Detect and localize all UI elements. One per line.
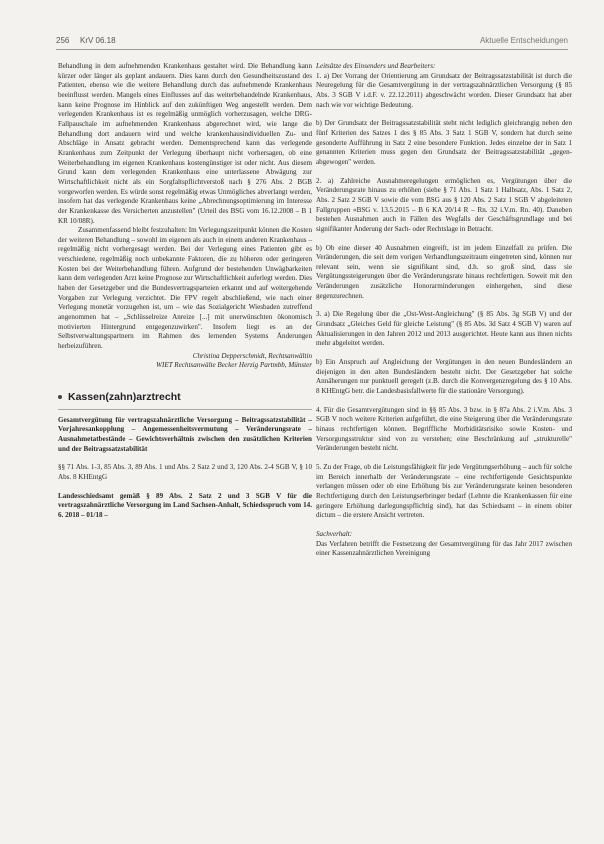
principle-item: b) Ein Anspruch auf Angleichung der Vergütungen in den neuen Bundesländern an diejenigen in den alten Bundesländern besteht nicht. Der Gesetzgeber hat solche Annäherungen nur punktuell geregelt (z.B. durch die Konvergenzregelung des § 10 Abs. 8 KHEntgG betr. die Landesbasisfallwerte für die stationäre Versorgung).	[316, 358, 572, 396]
section-heading	[58, 393, 312, 403]
section-rule	[58, 409, 312, 410]
body-paragraph: Behandlung in dem aufnehmenden Krankenhaus gestaltet wird. Die Behandlung kann kürzer oder länger als geplant andauern. Dies kann durch den Gesundheitszustand des Patienten, ebenso wie die weitere Behandlung durch das aufnehmende Krankenhaus beeinflusst werden. Mangels eines Einflusses auf das weiterbehandelnde Krankenhaus, kann keine Prognose im Hinblick auf den zukünftigen Weg angestellt werden. Dem verlegenden Krankenhaus ist es regelmäßig unmöglich vorherzusagen, welche DRG-Fallpauschale im aufnehmenden Krankenhaus abgerechnet wird, wie lange die Behandlung dort andauern wird und welche krankenhausindividuellen Zu- und Abschläge in Ansatz gebracht werden. Dementsprechend kann das verlegende Krankenhaus zum Zeitpunkt der Verlegung überhaupt nicht vorhersagen, ob eine Weiterbehandlung im eigenen Krankenhaus kostengünstiger ist oder nicht. Aus diesem Grund kann dem verlegenden Krankenhaus eine unterlassene Abwägung zur Wirtschaftlichkeit nicht als ein Sorgfaltspflichtverstoß nach § 276 Abs. 2 BGB vorgeworfen werden. Es würde sonst regelmäßig etwas Unmögliches abverlangt werden, insofern hat das verlegende Krankenhaus keine „Abrechnungsoptimierung im Interesse der Krankenkasse des Versicherten anzustellen" (Urteil des BSG vom 16.12.2008 – B 1 KR 10/08R).	[58, 62, 312, 225]
right-column	[316, 62, 572, 559]
header-rule	[56, 49, 568, 50]
facts-heading: Sachverhalt:	[316, 529, 353, 538]
firm-signature: WIET Rechtsanwälte Becker Herzig Partmbb, Münster	[156, 361, 312, 370]
author-signature: Christina Depperschmidt, Rechtsanwältin	[192, 351, 312, 360]
principle-item: 1. a) Der Vorrang der Orientierung am Grundsatz der Beitragssatzstabilität ist durch die Neuregelung für die Gesamtvergütung in der vertragszahnärztlichen Versorgung (§ 85 Abs. 3 SGB V i.d.F. v. 22.12.2011) abgeschwächt worden. Dieser Grundsatz hat aber nach wie vor wichtige Bedeutung.	[316, 71, 572, 109]
section-label: Aktuelle Entscheidungen	[479, 36, 568, 45]
case-decision: Landesschiedsamt gemäß § 89 Abs. 2 Satz 2 und 3 SGB V für die vertragszahnärztliche Versorgung im Land Sachsen-Anhalt, Schiedsspruch vom 14. 6. 2018 – 01/18 –	[58, 491, 312, 519]
principle-item: 3. a) Die Regelung über die „Ost-West-Angleichung" (§ 85 Abs. 3g SGB V) und der Grundsatz „Gleiches Geld für gleiche Leistung" (§ 85 Abs. 3d Satz 4 SGB V) waren auf Aktualisierungen in den Jahren 2012 und 2013 ausgerichtet. Heute kann aus ihnen nichts mehr abgeleitet werden.	[316, 310, 572, 348]
section-title: Kassen(zahn)arztrecht	[68, 391, 181, 403]
facts-paragraph: Das Verfahren betrifft die Festsetzung der Gesamtvergütung für das Jahr 2017 zwischen einer Kassenzahnärztlichen Vereinigung	[316, 539, 572, 558]
page-number: 256	[56, 36, 70, 45]
case-norms: §§ 71 Abs. 1-3, 85 Abs. 3, 89 Abs. 1 und Abs. 2 Satz 2 und 3, 120 Abs. 2-4 SGB V, § 10 Abs. 8 KHEntgG	[58, 463, 312, 481]
body-paragraph: Zusammenfassend bleibt festzuhalten: Im Verlegungszeitpunkt können die Kosten der weiteren Behandlung – sowohl im eigenen als auch in einem anderen Krankenhaus – regelmäßig nicht vorhergesagt werden. Bei der Verlegung eines Patienten gibt es verschiedene, regelmäßig noch unbekannte Faktoren, die zu höheren oder geringeren Kosten bei der Weiterbehandlung führen. Aufgrund der bestehenden Unwägbarkeiten kann dem verlegenden Arzt keine Prognose zur Wirtschaftlichkeit auferlegt werden. Dies haben der Gesetzgeber und die Bundesvertragsparteien erkannt und auf weitergehende Vorgaben zur Verlegung verzichtet. Die FPV regelt abschließend, wie nach einer Verlegung monetär vorzugehen ist, um – wie das Sozialgericht Wiesbaden zutreffend angenommen hat – „Schlüsselreize Anreize [...] mit unerwünschten ökonomisch motivierten Hintergrund entgegenzuwirken". Insofern liegt es an der Selbstverwaltungspartnern im Rahmen des lernenden Systems Änderungen herbeizuführen.	[58, 226, 312, 351]
journal-name: KrV 06.18	[80, 36, 116, 45]
case-keywords: Gesamtvergütung für vertragszahnärztliche Versorgung – Beitragssatzstabilität – Vorjahresankopplung – Angemessenheitsvermutung – Veränderungsrate – Ausnahmetatbestände – Gewichtsverhältnis zwischen den zusätzlichen Kriterien und der Beitragssatzstabilität	[58, 415, 312, 453]
principle-item: b) Ob eine dieser 40 Ausnahmen eingreift, ist im jedem Einzelfall zu prüfen. Die Veränderungen, die seit dem vorigen Verhandlungszeitraum eingetreten sind, können nur relevant sein, wenn sie signifikant sind, d.h. so groß sind, dass sie Vergütungssteigerungen über die Veränderungsrate hinaus rechtfertigen. Soweit mit den Veränderungen zusätzliche Honorarminderungen einhergehen, sind diese gegenzurechnen.	[316, 243, 572, 300]
guiding-principles-heading: Leitsätze des Einsenders und Bearbeiters:	[316, 62, 436, 70]
bullet-icon	[58, 395, 62, 399]
principle-item: b) Der Grundsatz der Beitragssatzstabilität steht nicht lediglich gleichrangig neben den fünf Kriterien des Satzes 1 des § 85 Abs. 3 Satz 1 SGB V, sondern hat durch seine gesonderte Aufführung in Satz 2 eine besondere Funktion. Jedes einzelne der in Satz 1 genannten Kriterien muss gegen den Grundsatz der Beitragssatzstabilität „gegen-abgewogen" werden.	[316, 119, 572, 166]
principle-item: 4. Für die Gesamtvergütungen sind in §§ 85 Abs. 3 bzw. in § 87a Abs. 2 i.V.m. Abs. 3 SGB V noch weitere Kriterien aufgeführt, die eine Steigerung über die Veränderungsrate hinaus rechtfertigen können. Begriffliche Morbiditätsrisiko sowie Kosten- und Versorgungsstruktur sind von zu verstehen; eine Beschränkung auf „strukturelle" Veränderungen besteht nicht.	[316, 405, 572, 453]
page-header	[56, 36, 568, 50]
principle-item: 5. Zu der Frage, ob die Leistungsfähigkeit für jede Vergütungserhöhung – auch für solche im Bereich innerhalb der Veränderungsrate – eine rechtfertigende Gesichtspunkte verlangen müssen oder ob eine Erhöhung bis zur Veränderungsrate keinen besonderen Rechtfertigung durch den Leistungserbringer bedarf (Lehnte die Krankenkassen für eine geringere Erhöhung darlegungspflichtig sind), hat das Schiedsamt – in einem obiter dictum – die erstere Ansicht vertreten.	[316, 462, 572, 520]
principle-item: 2. a) Zahlreiche Ausnahmeregelungen ermöglichen es, Vergütungen über die Veränderungsrate hinaus zu erhöhen (siehe § 71 Abs. 1 Satz 1 Halbsatz, Abs. 1 Satz 2, Abs. 2 Satz 2 SGB V sowie die vom BSG aus § 120 Abs. 2 Satz 1 SGB V abgeleiteten Fallgruppen «BSG v. 13.5.2015 – B 6 KA 20/14 R – Rn. 32 i.V.m. Rn. 40). Daneben bestehen Ausnahmen auch in Fällen des Wegfalls der Geschäftsgrundlage und bei signifikanter Änderung der Sach- oder Rechtslage in Betracht.	[316, 176, 572, 233]
left-column	[58, 62, 312, 521]
